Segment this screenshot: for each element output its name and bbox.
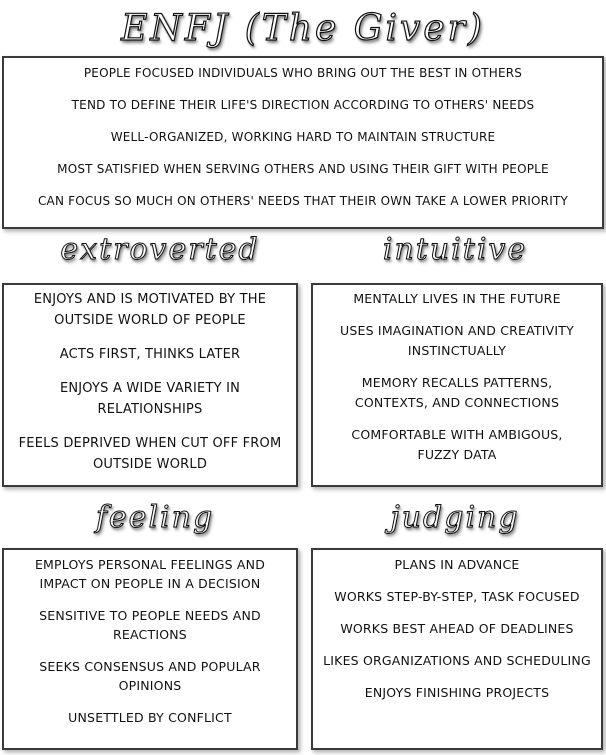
intuitive-box: [311, 283, 603, 487]
overview-item: MOST SATISFIED WHEN SERVING OTHERS AND USING THEIR GIFT WITH PEOPLE: [57, 162, 549, 176]
feeling-item: SENSITIVE TO PEOPLE NEEDS AND REACTIONS: [39, 608, 261, 642]
intuitive-item: COMFORTABLE WITH AMBIGOUS, FUZZY DATA: [351, 427, 563, 462]
feeling-item: EMPLOYS PERSONAL FEELINGS AND IMPACT ON PEOPLE IN A DECISION: [34, 557, 266, 591]
overview-item: PEOPLE FOCUSED INDIVIDUALS WHO BRING OUT THE BEST IN OTHERS: [83, 66, 523, 80]
intuitive-item: USES IMAGINATION AND CREATIVITY INSTINCTUALLY: [340, 323, 574, 358]
intuitive-heading: intuitive: [382, 232, 528, 267]
overview-box: [2, 56, 604, 229]
feeling-item: SEEKS CONSENSUS AND POPULAR OPINIONS: [39, 659, 261, 693]
extroverted-item: FEELS DEPRIVED WHEN CUT OFF FROM OUTSIDE WORLD: [18, 436, 282, 472]
extroverted-item: ENJOYS A WIDE VARIETY IN RELATIONSHIPS: [59, 381, 241, 417]
judging-item: ENJOYS FINISHING PROJECTS: [364, 685, 550, 700]
page-title: ENFJ (The Giver): [121, 8, 485, 49]
feeling-box: [2, 548, 298, 750]
feeling-item: UNSETTLED BY CONFLICT: [68, 710, 232, 725]
feeling-heading: feeling: [95, 500, 215, 535]
overview-item: WELL-ORGANIZED, WORKING HARD TO MAINTAIN STRUCTURE: [110, 130, 496, 144]
judging-item: PLANS IN ADVANCE: [394, 557, 520, 572]
overview-item: CAN FOCUS SO MUCH ON OTHERS' NEEDS THAT THEIR OWN TAKE A LOWER PRIORITY: [37, 194, 569, 208]
intuitive-item: MENTALLY LIVES IN THE FUTURE: [353, 291, 561, 306]
extroverted-item: ENJOYS AND IS MOTIVATED BY THE OUTSIDE WORLD OF PEOPLE: [33, 292, 267, 328]
judging-item: WORKS BEST AHEAD OF DEADLINES: [340, 621, 574, 636]
extroverted-item: ACTS FIRST, THINKS LATER: [59, 347, 241, 362]
overview-item: TEND TO DEFINE THEIR LIFE'S DIRECTION ACCORDING TO OTHERS' NEEDS: [71, 98, 535, 112]
judging-box: [311, 548, 603, 750]
judging-item: LIKES ORGANIZATIONS AND SCHEDULING: [323, 653, 591, 668]
judging-heading: judging: [390, 500, 520, 535]
extroverted-box: [2, 283, 298, 487]
judging-item: WORKS STEP-BY-STEP, TASK FOCUSED: [334, 589, 580, 604]
intuitive-item: MEMORY RECALLS PATTERNS, CONTEXTS, AND CONNECTIONS: [354, 375, 560, 410]
extroverted-heading: extroverted: [60, 232, 260, 267]
